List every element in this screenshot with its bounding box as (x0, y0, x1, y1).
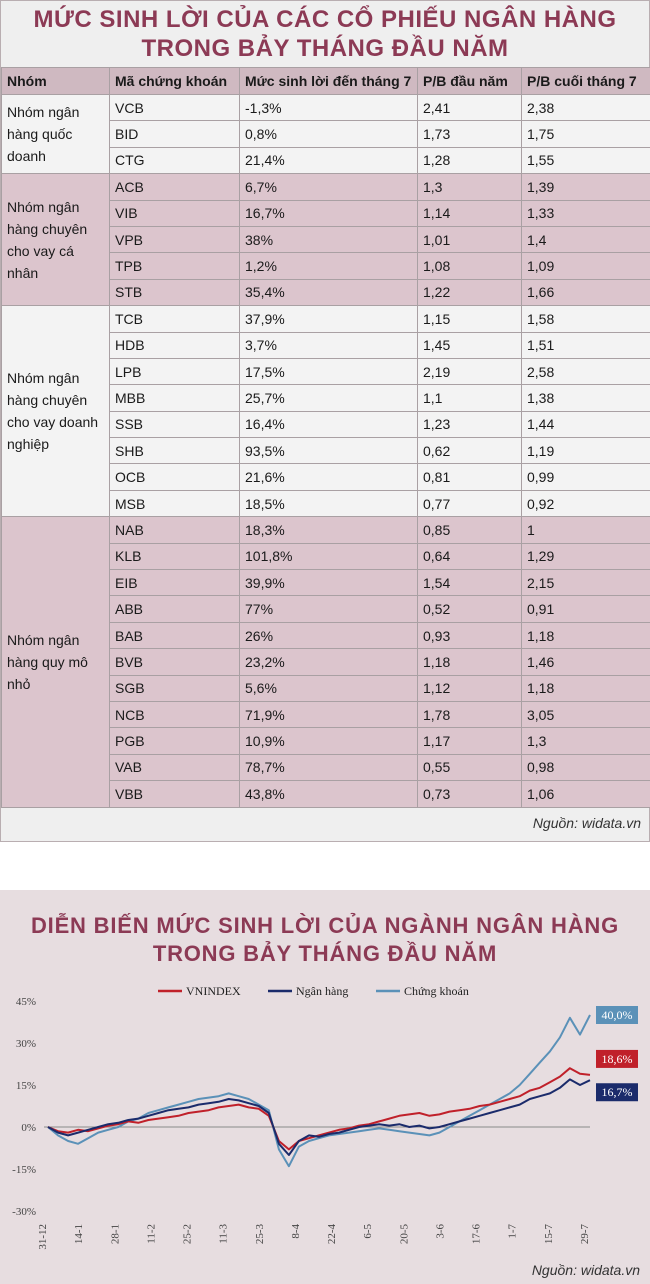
group-name-cell: Nhóm ngân hàng quốc doanh (2, 95, 110, 174)
y-tick-label: 0% (21, 1122, 36, 1134)
return-cell: 23,2% (240, 649, 418, 675)
pb-end-cell: 1,29 (522, 543, 650, 569)
ticker-cell: LPB (110, 358, 240, 384)
ticker-cell: SHB (110, 438, 240, 464)
x-tick-label: 3-6 (434, 1224, 447, 1239)
pb-start-cell: 0,93 (418, 622, 522, 648)
pb-end-cell: 1,55 (522, 147, 650, 173)
pb-start-cell: 2,19 (418, 358, 522, 384)
return-cell: 6,7% (240, 174, 418, 200)
pb-start-cell: 1,3 (418, 174, 522, 200)
pb-end-cell: 1,58 (522, 306, 650, 332)
pb-end-cell: 1,66 (522, 279, 650, 305)
y-tick-label: -30% (12, 1206, 36, 1218)
ticker-cell: EIB (110, 570, 240, 596)
pb-end-cell: 0,99 (522, 464, 650, 490)
table-source: Nguồn: widata.vn (532, 814, 641, 831)
return-cell: 38% (240, 226, 418, 252)
pb-start-cell: 0,85 (418, 517, 522, 543)
ticker-cell: SSB (110, 411, 240, 437)
pb-end-cell: 3,05 (522, 701, 650, 727)
pb-end-cell: 1 (522, 517, 650, 543)
end-label-1: 16,7% (601, 1085, 633, 1100)
pb-end-cell: 2,15 (522, 570, 650, 596)
ticker-cell: HDB (110, 332, 240, 358)
y-tick-label: 30% (15, 1038, 36, 1050)
ticker-cell: BID (110, 121, 240, 147)
pb-start-cell: 1,22 (418, 279, 522, 305)
ticker-cell: SGB (110, 675, 240, 701)
pb-end-cell: 1,18 (522, 622, 650, 648)
return-cell: 10,9% (240, 728, 418, 754)
pb-start-cell: 1,14 (418, 200, 522, 226)
pb-start-cell: 1,78 (418, 701, 522, 727)
pb-end-cell: 1,46 (522, 649, 650, 675)
pb-end-cell: 1,38 (522, 385, 650, 411)
pb-start-cell: 1,15 (418, 306, 522, 332)
pb-end-cell: 0,92 (522, 490, 650, 516)
ticker-cell: ACB (110, 174, 240, 200)
table-row (2, 174, 650, 200)
pb-end-cell: 1,06 (522, 781, 650, 807)
pb-start-cell: 1,08 (418, 253, 522, 279)
pb-start-cell: 0,64 (418, 543, 522, 569)
ticker-cell: TCB (110, 306, 240, 332)
pb-end-cell: 1,39 (522, 174, 650, 200)
ticker-cell: VIB (110, 200, 240, 226)
legend-label-0: VNINDEX (186, 984, 241, 998)
chart-title-line2: TRONG BẢY THÁNG ĐẦU NĂM (152, 941, 498, 966)
table-row (2, 306, 650, 332)
series-line-2 (48, 1015, 590, 1166)
x-tick-label: 25-2 (181, 1224, 194, 1245)
pb-end-cell: 1,75 (522, 121, 650, 147)
pb-start-cell: 0,52 (418, 596, 522, 622)
x-tick-label: 25-3 (253, 1224, 266, 1245)
pb-start-cell: 0,62 (418, 438, 522, 464)
x-tick-label: 14-1 (73, 1224, 86, 1245)
return-cell: 77% (240, 596, 418, 622)
table-header-row (2, 68, 650, 95)
return-cell: 26% (240, 622, 418, 648)
ticker-cell: ABB (110, 596, 240, 622)
return-cell: 0,8% (240, 121, 418, 147)
pb-start-cell: 1,01 (418, 226, 522, 252)
ticker-cell: MBB (110, 385, 240, 411)
ticker-cell: VCB (110, 95, 240, 121)
x-tick-label: 17-6 (470, 1224, 483, 1245)
y-tick-label: 45% (15, 996, 36, 1008)
x-tick-label: 15-7 (542, 1224, 555, 1245)
ticker-cell: STB (110, 279, 240, 305)
ticker-cell: OCB (110, 464, 240, 490)
return-cell: 101,8% (240, 543, 418, 569)
chart-source: Nguồn: widata.vn (531, 1262, 640, 1278)
ticker-cell: BVB (110, 649, 240, 675)
header-return: Mức sinh lời đến tháng 7 (240, 68, 418, 95)
pb-end-cell: 1,19 (522, 438, 650, 464)
table-title-line2: TRONG BẢY THÁNG ĐẦU NĂM (141, 35, 509, 62)
return-cell: 16,7% (240, 200, 418, 226)
table-row (2, 517, 650, 543)
return-cell: 93,5% (240, 438, 418, 464)
pb-end-cell: 1,3 (522, 728, 650, 754)
x-tick-label: 31-12 (37, 1224, 49, 1250)
pb-end-cell: 1,09 (522, 253, 650, 279)
return-cell: 17,5% (240, 358, 418, 384)
ticker-cell: NAB (110, 517, 240, 543)
x-tick-label: 29-7 (579, 1224, 591, 1245)
pb-start-cell: 0,55 (418, 754, 522, 780)
end-label-0: 18,6% (601, 1051, 633, 1066)
pb-start-cell: 1,54 (418, 570, 522, 596)
table-title (1, 1, 649, 67)
ticker-cell: CTG (110, 147, 240, 173)
pb-end-cell: 1,18 (522, 675, 650, 701)
pb-end-cell: 2,38 (522, 95, 650, 121)
group-name-cell: Nhóm ngân hàng chuyên cho vay cá nhân (2, 174, 110, 306)
y-tick-label: -15% (12, 1164, 36, 1176)
pb-start-cell: 1,18 (418, 649, 522, 675)
end-label-2: 40,0% (601, 1008, 633, 1022)
return-cell: 1,2% (240, 253, 418, 279)
pb-end-cell: 2,58 (522, 358, 650, 384)
x-tick-label: 20-5 (398, 1224, 411, 1245)
ticker-cell: KLB (110, 543, 240, 569)
header-pb-start: P/B đầu năm (418, 68, 522, 95)
table-body (2, 95, 650, 808)
pb-start-cell: 0,73 (418, 781, 522, 807)
return-cell: 5,6% (240, 675, 418, 701)
pb-end-cell: 0,98 (522, 754, 650, 780)
pb-end-cell: 0,91 (522, 596, 650, 622)
header-ticker: Mã chứng khoán (110, 68, 240, 95)
return-cell: 21,4% (240, 147, 418, 173)
ticker-cell: NCB (110, 701, 240, 727)
pb-start-cell: 1,28 (418, 147, 522, 173)
legend-label-2: Chứng khoán (404, 984, 469, 998)
x-tick-label: 11-3 (217, 1224, 230, 1244)
pb-start-cell: 1,17 (418, 728, 522, 754)
return-cell: 78,7% (240, 754, 418, 780)
legend-label-1: Ngân hàng (296, 984, 349, 998)
x-tick-label: 8-4 (289, 1224, 302, 1239)
ticker-cell: VBB (110, 781, 240, 807)
pb-start-cell: 0,81 (418, 464, 522, 490)
x-tick-label: 1-7 (506, 1224, 519, 1239)
group-name-cell: Nhóm ngân hàng chuyên cho vay doanh nghiệp (2, 306, 110, 517)
pb-start-cell: 1,23 (418, 411, 522, 437)
return-cell: 35,4% (240, 279, 418, 305)
pb-start-cell: 0,77 (418, 490, 522, 516)
group-name-cell: Nhóm ngân hàng quy mô nhỏ (2, 517, 110, 807)
chart-section (0, 890, 650, 1284)
return-cell: 18,5% (240, 490, 418, 516)
pb-end-cell: 1,4 (522, 226, 650, 252)
x-tick-label: 22-4 (326, 1224, 339, 1245)
x-tick-label: 11-2 (145, 1224, 158, 1244)
return-cell: 37,9% (240, 306, 418, 332)
ticker-cell: PGB (110, 728, 240, 754)
return-cell: 25,7% (240, 385, 418, 411)
return-cell: -1,3% (240, 95, 418, 121)
series-line-1 (48, 1079, 590, 1155)
ticker-cell: BAB (110, 622, 240, 648)
return-cell: 18,3% (240, 517, 418, 543)
return-cell: 39,9% (240, 570, 418, 596)
return-cell: 21,6% (240, 464, 418, 490)
pb-end-cell: 1,51 (522, 332, 650, 358)
pb-start-cell: 1,73 (418, 121, 522, 147)
table-title-line1: MỨC SINH LỜI CỦA CÁC CỔ PHIẾU NGÂN HÀNG (33, 6, 617, 33)
x-tick-label: 6-5 (362, 1224, 375, 1239)
table-row (2, 95, 650, 121)
ticker-cell: VAB (110, 754, 240, 780)
line-chart (0, 890, 650, 1284)
pb-end-cell: 1,44 (522, 411, 650, 437)
returns-table (1, 67, 650, 808)
pb-start-cell: 1,1 (418, 385, 522, 411)
x-tick-label: 28-1 (109, 1224, 122, 1245)
pb-start-cell: 1,45 (418, 332, 522, 358)
return-cell: 71,9% (240, 701, 418, 727)
y-tick-label: 15% (15, 1080, 36, 1092)
return-cell: 43,8% (240, 781, 418, 807)
ticker-cell: VPB (110, 226, 240, 252)
pb-start-cell: 1,12 (418, 675, 522, 701)
pb-start-cell: 2,41 (418, 95, 522, 121)
pb-end-cell: 1,33 (522, 200, 650, 226)
return-cell: 16,4% (240, 411, 418, 437)
chart-title-line1: DIỄN BIẾN MỨC SINH LỜI CỦA NGÀNH NGÂN HÀNG (30, 913, 620, 938)
return-cell: 3,7% (240, 332, 418, 358)
header-pb-end: P/B cuối tháng 7 (522, 68, 650, 95)
ticker-cell: MSB (110, 490, 240, 516)
header-group: Nhóm (2, 68, 110, 95)
ticker-cell: TPB (110, 253, 240, 279)
